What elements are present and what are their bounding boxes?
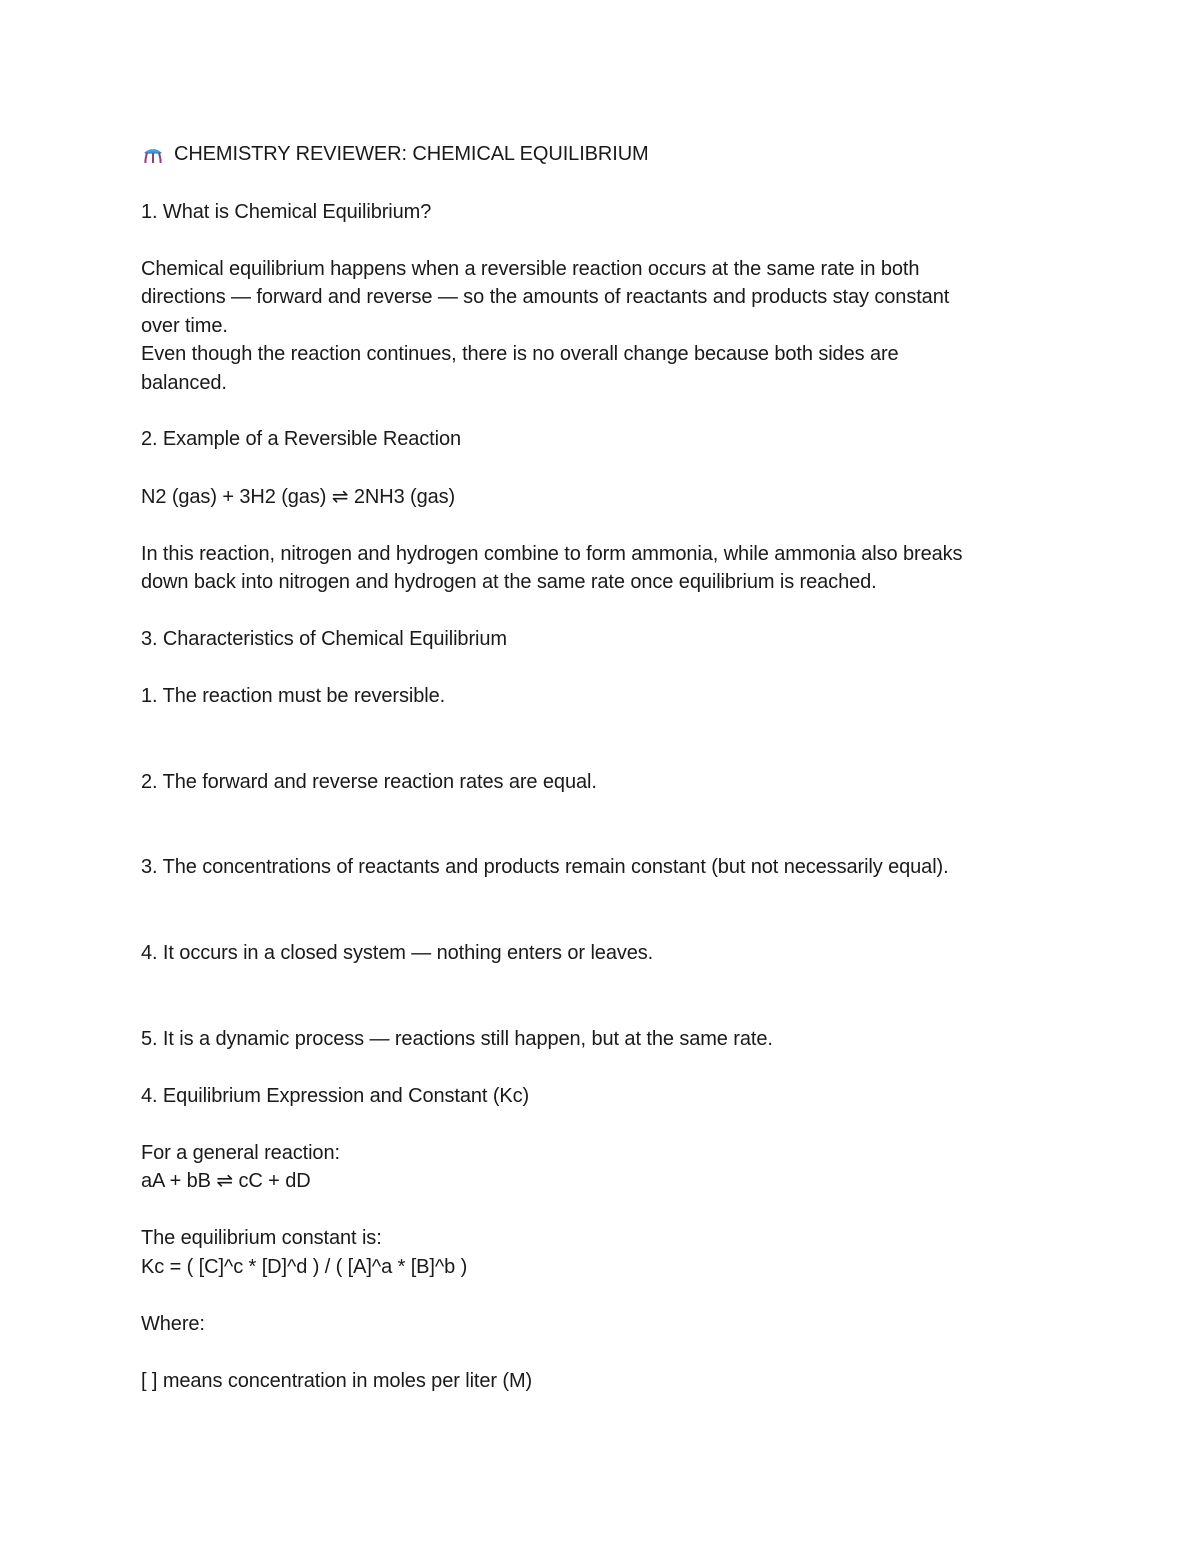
section-heading-2: 2. Example of a Reversible Reaction <box>141 428 461 450</box>
list-item: 5. It is a dynamic process — reactions still happen, but at the same rate. <box>141 1028 773 1050</box>
paragraph-line: balanced. <box>141 372 227 394</box>
list-item: 1. The reaction must be reversible. <box>141 685 446 707</box>
where-label: Where: <box>141 1313 205 1335</box>
constant-label: The equilibrium constant is: <box>141 1227 382 1249</box>
list-item: 2. The forward and reverse reaction rates are equal. <box>141 771 597 793</box>
section-heading-3: 3. Characteristics of Chemical Equilibrium <box>141 628 507 650</box>
list-item: 3. The concentrations of reactants and products remain constant (but not necessarily equal). <box>141 856 949 878</box>
bracket-note: [ ] means concentration in moles per liter (M) <box>141 1370 533 1392</box>
general-reaction-equation: aA + bB ⇌ cC + dD <box>141 1170 311 1192</box>
page-title: CHEMISTRY REVIEWER: CHEMICAL EQUILIBRIUM <box>174 143 649 165</box>
reaction-equation: N2 (gas) + 3H2 (gas) ⇌ 2NH3 (gas) <box>141 486 456 508</box>
paragraph-line: down back into nitrogen and hydrogen at the same rate once equilibrium is reached. <box>141 571 877 593</box>
constant-expression: Kc = ( [C]^c * [D]^d ) / ( [A]^a * [B]^b ) <box>141 1256 468 1278</box>
paragraph-line: over time. <box>141 315 228 337</box>
page-title-row <box>141 140 649 169</box>
paragraph-line: directions — forward and reverse — so the amounts of reactants and products stay constant <box>141 286 950 308</box>
list-item: 4. It occurs in a closed system — nothing enters or leaves. <box>141 942 654 964</box>
paragraph-line: In this reaction, nitrogen and hydrogen combine to form ammonia, while ammonia also breaks <box>141 543 963 565</box>
general-reaction-label: For a general reaction: <box>141 1142 340 1164</box>
paragraph-line: Chemical equilibrium happens when a reversible reaction occurs at the same rate in both <box>141 258 920 280</box>
section-heading-4: 4. Equilibrium Expression and Constant (Kc) <box>141 1085 530 1107</box>
section-heading-1: 1. What is Chemical Equilibrium? <box>141 201 432 223</box>
paragraph-line: Even though the reaction continues, there is no overall change because both sides are <box>141 343 899 365</box>
alembic-icon <box>141 142 165 166</box>
